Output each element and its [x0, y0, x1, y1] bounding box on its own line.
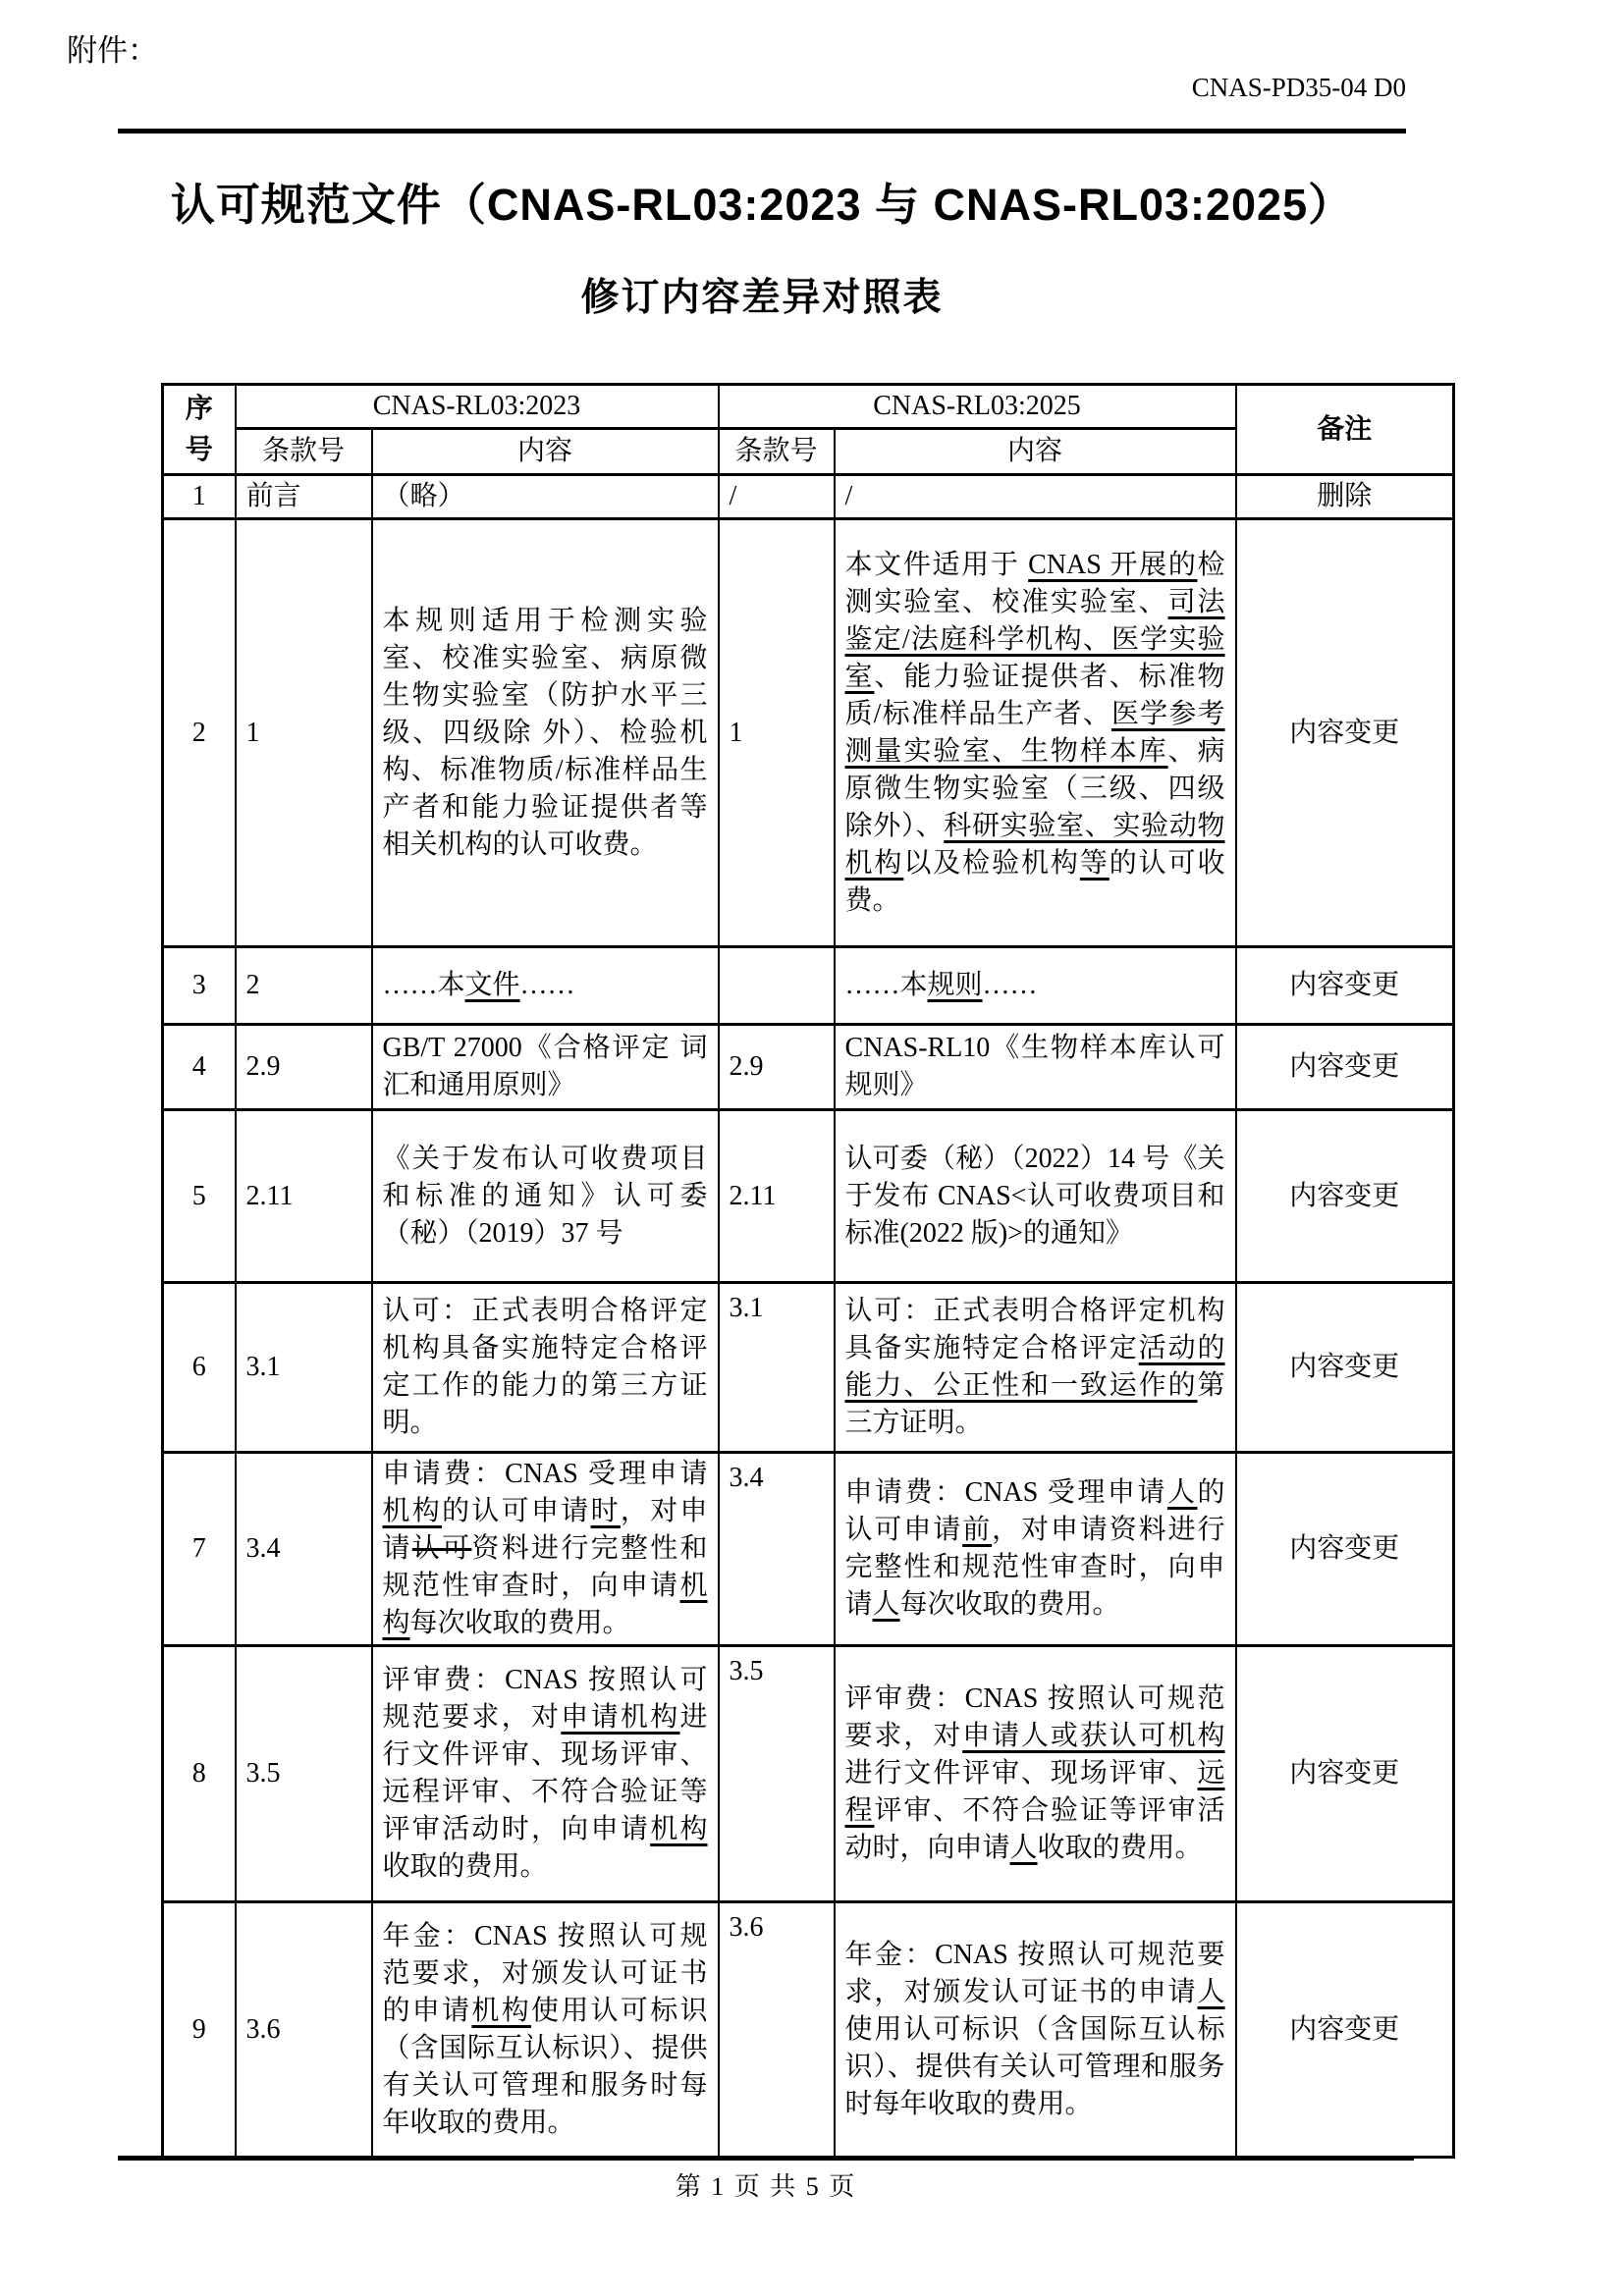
text: 8 [191, 1758, 206, 1789]
remark-cell [1236, 1110, 1454, 1283]
text: ，对申请 [382, 1496, 708, 1564]
table-row [163, 947, 1454, 1025]
content-2023-cell [372, 475, 719, 519]
text: 3.4 [245, 1533, 281, 1564]
text: 、病原微生物实验室（三级、四级除外）、 [844, 735, 1225, 841]
remark-cell [1236, 1025, 1454, 1110]
text: 进行文件评审、现场评审、远程评审、不符合验证等评审活动时，向申请 [382, 1702, 708, 1844]
text: 2.9 [729, 1051, 764, 1082]
content-2025-cell [835, 947, 1236, 1025]
remark-cell [1236, 475, 1454, 519]
text: 收取的费用。 [1037, 1833, 1203, 1863]
text: 进行文件评审、现场评审、 [844, 1758, 1198, 1789]
content-2025-cell [835, 1646, 1236, 1902]
clause-2025-cell [719, 1110, 835, 1283]
text: 7 [191, 1533, 206, 1564]
content-2025-cell [835, 1110, 1236, 1283]
text: 内容变更 [1289, 717, 1400, 748]
clause-2025-cell [719, 1646, 835, 1902]
changed-text: 文件 [464, 970, 520, 1000]
text: 内容变更 [1289, 1758, 1400, 1789]
changed-text: 远程 [844, 1758, 1225, 1826]
seq-cell [163, 1283, 236, 1453]
text: 认可委（秘）（2022）14 号《关于发布 CNAS<认可收费项目和标准(2022 版)>的通知》 [844, 1143, 1225, 1249]
seq-cell [163, 947, 236, 1025]
content-2023-cell [372, 947, 719, 1025]
text: 申请费：CNAS 受理申请 [844, 1477, 1167, 1508]
text: 检测实验室、校准实验室、 [844, 549, 1225, 617]
clause-2023-cell [236, 1025, 372, 1110]
text: 删除 [1317, 481, 1373, 511]
changed-text: 等 [1079, 847, 1110, 879]
remark-cell [1236, 1453, 1454, 1646]
table-row [163, 1902, 1454, 2158]
text: 3.4 [729, 1463, 764, 1493]
clause-2023-cell [236, 1453, 372, 1646]
text: 使用认可标识（含国际互认标识）、提供有关认可管理和服务时每年收取的费用。 [382, 1995, 708, 2138]
clause-2025-cell [719, 947, 835, 1025]
seq-cell [163, 1453, 236, 1646]
table-row [163, 475, 1454, 519]
text: GB/T 27000《合格评定 词汇和通用原则》 [382, 1033, 708, 1100]
text: 第三方证明。 [844, 1370, 1225, 1438]
changed-text: 人 [1197, 1976, 1225, 2007]
changed-text: 人 [872, 1589, 900, 1620]
text: 本文件适用于 [844, 549, 1029, 580]
table-row [163, 1646, 1454, 1902]
text: 申请费：CNAS 受理申请 [382, 1459, 708, 1489]
seq-cell [163, 1902, 236, 2158]
clause-2023-cell [236, 1902, 372, 2158]
text: ……本 [844, 970, 928, 1000]
changed-text: 活动的能力、公正性和一致运作的 [844, 1333, 1225, 1401]
content-2023-cell [372, 1025, 719, 1110]
content-2023-cell [372, 1902, 719, 2158]
changed-text: 司法鉴定/法庭科学机构、医学实验室 [844, 586, 1225, 692]
changed-text: 科研实验室、实验动物机构 [844, 810, 1225, 879]
clause-2025-cell [719, 475, 835, 519]
text: CNAS-RL10《生物样本库认可规则》 [844, 1033, 1225, 1100]
header-clause-2025: 条款号 [719, 429, 835, 475]
text: 内容变更 [1289, 1352, 1400, 1382]
changed-text: CNAS 开展的 [1028, 549, 1198, 580]
text: 2 [245, 970, 260, 1000]
changed-text: 机构 [382, 1496, 443, 1526]
text: 的认可申请 [844, 1477, 1225, 1545]
text: 的认可收费。 [844, 847, 1225, 916]
page-title: 认可规范文件（CNAS-RL03:2023 与 CNAS-RL03:2025） [170, 180, 1354, 230]
text: 内容变更 [1289, 1180, 1400, 1211]
text: 内容变更 [1289, 1533, 1400, 1564]
footer-rule [118, 2156, 1414, 2161]
table-body [163, 475, 1454, 2158]
content-2023-cell [372, 519, 719, 947]
text: 年金：CNAS 按照认可规范要求，对颁发认可证书的申请 [844, 1939, 1225, 2007]
text: 2.11 [245, 1180, 294, 1211]
text: 3.1 [729, 1293, 764, 1323]
content-2023-cell [372, 1453, 719, 1646]
seq-cell [163, 1646, 236, 1902]
content-2023-cell [372, 1110, 719, 1283]
content-2025-cell [835, 1025, 1236, 1110]
content-2025-cell [835, 1902, 1236, 2158]
text: 3.1 [245, 1352, 281, 1382]
remark-cell [1236, 1646, 1454, 1902]
text: 评审费：CNAS 按照认可规范要求，对 [844, 1683, 1225, 1751]
page-number: 第 1 页 共 5 页 [675, 2172, 857, 2201]
text: 认可：正式表明合格评定机构具备实施特定合格评定工作的能力的第三方证明。 [382, 1296, 708, 1438]
clause-2023-cell [236, 1646, 372, 1902]
deleted-text: 认可 [411, 1533, 472, 1564]
text: 3.5 [729, 1656, 764, 1686]
document-code: CNAS-PD35-04 D0 [1191, 73, 1406, 102]
text: …… [519, 970, 575, 1000]
clause-2025-cell [719, 1283, 835, 1453]
changed-text: 规则 [927, 970, 983, 1000]
header-seq-line2: 号 [185, 434, 213, 465]
text: 资料进行完整性和规范性审查时，向申请 [382, 1533, 708, 1601]
content-2025-cell [835, 519, 1236, 947]
header-clause-2023: 条款号 [236, 429, 372, 475]
header-seq-number [163, 385, 236, 475]
changed-text: 申请机构 [561, 1702, 680, 1733]
text: 3 [191, 970, 206, 1000]
text: …… [982, 970, 1038, 1000]
content-2025-cell [835, 475, 1236, 519]
table-header [163, 385, 1454, 475]
text: ……本 [382, 970, 465, 1000]
header-std-2025: CNAS-RL03:2025 [719, 385, 1236, 429]
content-2025-cell [835, 1283, 1236, 1453]
remark-cell [1236, 519, 1454, 947]
text: 5 [191, 1180, 206, 1211]
clause-2023-cell [236, 947, 372, 1025]
text: 6 [191, 1352, 206, 1382]
text: 1 [245, 717, 260, 748]
text: 前言 [245, 481, 301, 511]
text: 评审、不符合验证等评审活动时，向申请 [844, 1795, 1225, 1863]
text: 3.6 [729, 1912, 764, 1943]
text: ，对申请资料进行完整性和规范性审查时，向申请 [844, 1515, 1225, 1620]
diff-comparison-table [161, 383, 1455, 2159]
text: 1 [729, 717, 743, 748]
text: 2.9 [245, 1051, 281, 1082]
text: 内容变更 [1289, 1051, 1400, 1082]
text: 使用认可标识（含国际互认标识）、提供有关认可管理和服务时每年收取的费用。 [844, 2013, 1225, 2119]
changed-text: 机构 [471, 1995, 532, 2026]
header-std-2023: CNAS-RL03:2023 [236, 385, 719, 429]
header-content-2023: 内容 [372, 429, 719, 475]
text: 、能力验证提供者、标准物质/标准样品生产者、 [844, 661, 1225, 729]
text: 3.6 [245, 2013, 281, 2045]
header-remark: 备注 [1236, 385, 1454, 475]
clause-2023-cell [236, 1110, 372, 1283]
clause-2023-cell [236, 1283, 372, 1453]
clause-2025-cell [719, 1453, 835, 1646]
header-row-1 [163, 385, 1454, 429]
text: 《关于发布认可收费项目和标准的通知》认可委（秘）（2019）37 号 [382, 1143, 708, 1249]
text: 评审费：CNAS 按照认可规范要求，对 [382, 1665, 708, 1733]
text: 4 [191, 1051, 206, 1082]
seq-cell [163, 1025, 236, 1110]
seq-cell [163, 1110, 236, 1283]
content-2023-cell [372, 1646, 719, 1902]
clause-2025-cell [719, 1025, 835, 1110]
text: / [729, 481, 737, 511]
content-2023-cell [372, 1283, 719, 1453]
page-subtitle: 修订内容差异对照表 [580, 277, 944, 319]
text: 本规则适用于检测实验室、校准实验室、病原微生物实验室（防护水平三级、四级除 外）、检验机构、标准物质/标准样品生产者和能力验证提供者等相关机构的认可收费。 [382, 605, 708, 860]
clause-2023-cell [236, 519, 372, 947]
content-2025-cell [835, 1453, 1236, 1646]
changed-text: 人 [1166, 1477, 1198, 1508]
seq-cell [163, 519, 236, 947]
text: 的认可申请 [442, 1496, 591, 1526]
table-row [163, 1453, 1454, 1646]
header-seq-line1: 序 [185, 393, 213, 424]
text: 2.11 [729, 1180, 777, 1211]
clause-2023-cell [236, 475, 372, 519]
text: 每次收取的费用。 [899, 1589, 1120, 1620]
changed-text: 医学参考测量实验室、生物样本库 [844, 698, 1225, 767]
remark-cell [1236, 947, 1454, 1025]
clause-2025-cell [719, 519, 835, 947]
header-content-2025: 内容 [835, 429, 1236, 475]
clause-2025-cell [719, 1902, 835, 2158]
changed-text: 前 [962, 1515, 993, 1545]
text: 1 [191, 481, 206, 511]
text: 2 [191, 717, 206, 748]
changed-text: 人 [1009, 1833, 1038, 1863]
remark-cell [1236, 1902, 1454, 2158]
text: （略） [382, 481, 465, 511]
table-row [163, 1110, 1454, 1283]
text: 以及检验机构 [903, 847, 1080, 879]
table-row [163, 1283, 1454, 1453]
text: 认可：正式表明合格评定机构具备实施特定合格评定 [844, 1296, 1225, 1363]
text: / [844, 481, 853, 511]
text: 3.5 [245, 1758, 281, 1789]
table-row [163, 1025, 1454, 1110]
table-row [163, 519, 1454, 947]
text: 内容变更 [1289, 970, 1400, 1000]
changed-text: 时 [590, 1496, 621, 1526]
changed-text: 申请人或获认可机构 [962, 1721, 1225, 1751]
text: 9 [191, 2013, 206, 2045]
changed-text: 机构 [382, 1571, 708, 1638]
remark-cell [1236, 1283, 1454, 1453]
text: 收取的费用。 [382, 1851, 548, 1882]
seq-cell [163, 475, 236, 519]
header-rule [118, 129, 1406, 133]
text: 每次收取的费用。 [409, 1608, 630, 1638]
changed-text: 机构 [650, 1814, 708, 1844]
attachment-label: 附件： [67, 33, 158, 68]
text: 内容变更 [1289, 2013, 1400, 2045]
text: 年金：CNAS 按照认可规范要求，对颁发认可证书的申请 [382, 1920, 708, 2026]
